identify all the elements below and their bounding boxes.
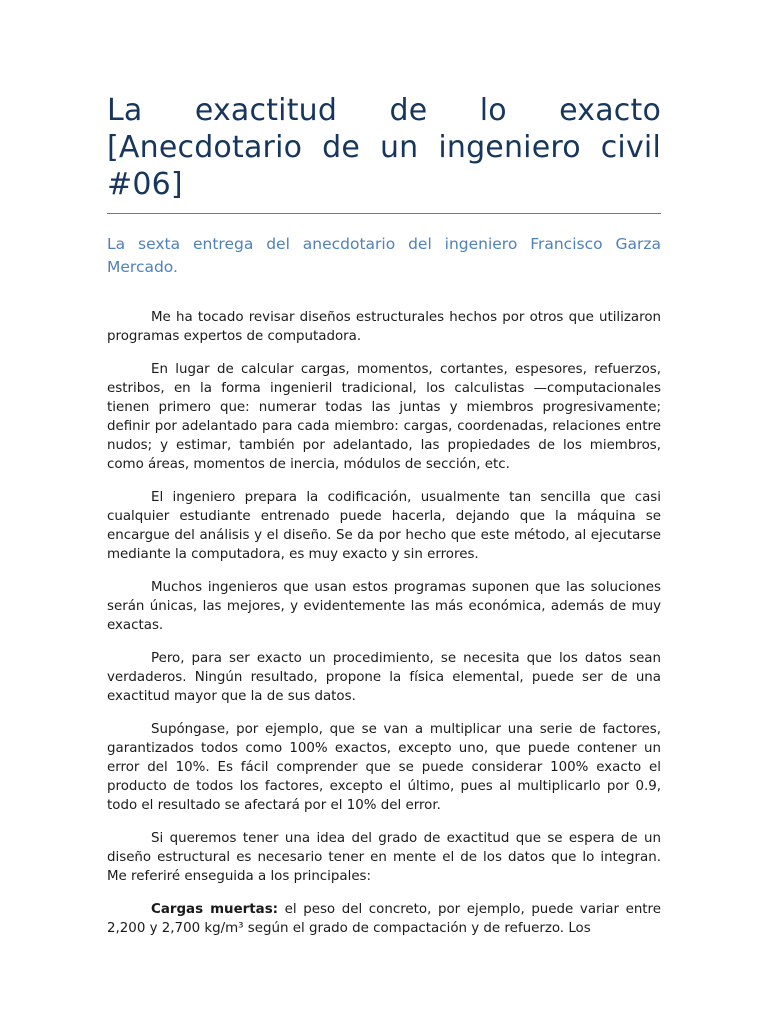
body-paragraph: Supóngase, por ejemplo, que se van a multiplicar una serie de factores, garantizados todos como 100% exactos, excepto uno, que puede contener un error del 10%. Es fácil comprender que se puede considerar 100% exacto el producto de todos los factores, excepto el último, pues al multiplicarlo por 0.9, todo el resultado se afectará por el 10% del error. — [107, 722, 661, 813]
body-paragraph: Pero, para ser exacto un procedimiento, se necesita que los datos sean verdaderos. Ningún resultado, propone la física elemental, puede ser de una exactitud mayor que la de sus datos. — [107, 651, 661, 704]
body-paragraph: Muchos ingenieros que usan estos programas suponen que las soluciones serán únicas, las mejores, y evidentemente las más económica, además de muy exactas. — [107, 580, 661, 633]
document-title: La exactitud de lo exacto [Anecdotario de un ingeniero civil #06] — [107, 93, 661, 202]
document-page — [107, 92, 661, 952]
body-paragraph: Si queremos tener una idea del grado de exactitud que se espera de un diseño estructural es necesario tener en mente el de los datos que lo integran. Me referiré enseguida a los principales: — [107, 831, 661, 884]
paragraph-text: el peso del concreto, por ejemplo, puede variar entre 2,200 y 2,700 kg/m³ según el grado de compactación y de refuerzo. Los — [107, 902, 661, 936]
body-paragraph-cargas-muertas — [107, 900, 661, 938]
body-paragraph: El ingeniero prepara la codificación, usualmente tan sencilla que casi cualquier estudiante entrenado puede hacerla, dejando que la máquina se encargue del análisis y el diseño. Se da por hecho que este método, al ejecutarse mediante la computadora, es muy exacto y sin errores. — [107, 490, 661, 562]
document-body — [107, 308, 661, 938]
paragraph-lead: Cargas muertas: — [151, 902, 279, 917]
body-paragraph: Me ha tocado revisar diseños estructurales hechos por otros que utilizaron programas expertos de computadora. — [107, 310, 661, 344]
body-paragraph: En lugar de calcular cargas, momentos, cortantes, espesores, refuerzos, estribos, en la forma ingenieril tradicional, los calculistas —computacionales tienen primero que: numerar todas las juntas y miembros progresivamente; definir por adelantado para cada miembro: cargas, coordenadas, relaciones entre nudos; y estimar, también por adelantado, las propiedades de los miembros, como áreas, momentos de inercia, módulos de sección, etc. — [107, 362, 661, 472]
title-divider — [107, 213, 661, 214]
document-subtitle: La sexta entrega del anecdotario del ingeniero Francisco Garza Mercado. — [107, 235, 661, 276]
